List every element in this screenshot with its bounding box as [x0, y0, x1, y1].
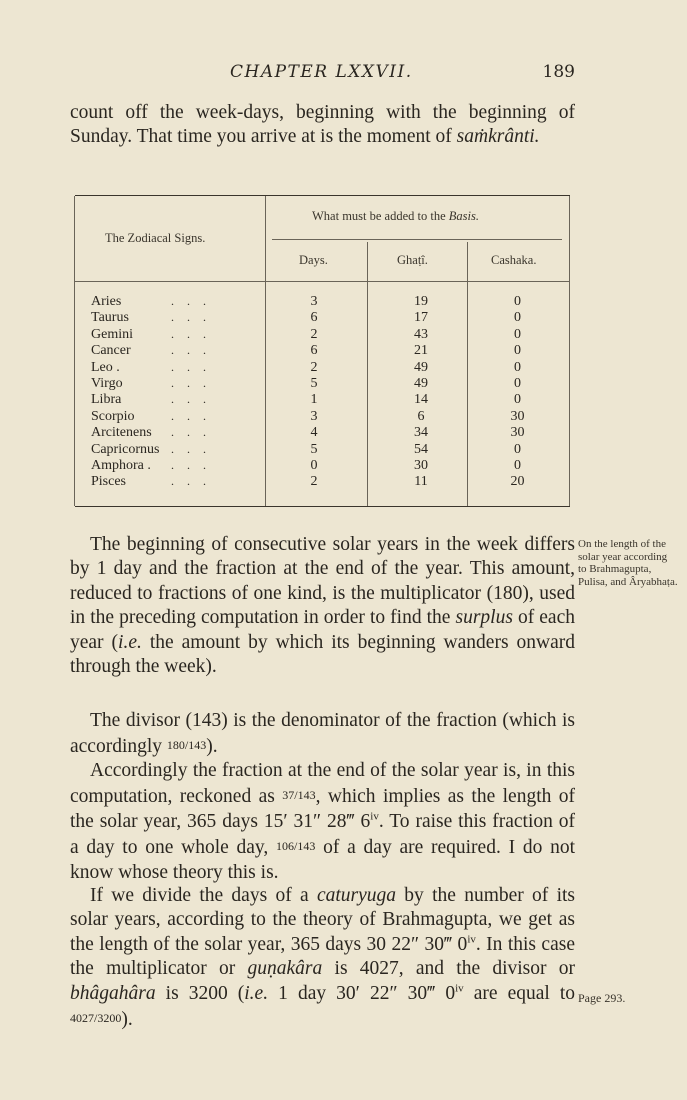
- cashaka-cell: 20: [510, 474, 525, 490]
- ghati-cell: 11: [414, 474, 428, 490]
- leader-dots: ...: [171, 392, 219, 407]
- table-row: [75, 392, 570, 409]
- running-header: [70, 62, 575, 88]
- sign-cell: Gemini: [91, 326, 133, 342]
- cashaka-cell: 0: [514, 343, 521, 359]
- ghati-cell: 6: [417, 408, 425, 424]
- table-row: [75, 425, 570, 442]
- ghati-cell: 54: [414, 441, 428, 457]
- cashaka-cell: 0: [514, 458, 521, 473]
- zodiac-table: [75, 195, 570, 507]
- sign-cell: Scorpio: [91, 408, 135, 424]
- table-row: [75, 294, 570, 311]
- days-cell: 0: [310, 458, 318, 473]
- ghati-cell: 19: [414, 294, 428, 309]
- sign-cell: Capricornus: [91, 441, 160, 457]
- table-row: [75, 409, 570, 426]
- table-row: [75, 327, 570, 344]
- table-row: [75, 376, 570, 393]
- days-cell: 2: [310, 326, 318, 342]
- sign-cell: Leo .: [91, 359, 120, 375]
- leader-dots: ...: [171, 425, 219, 440]
- days-cell: 3: [310, 294, 318, 309]
- leader-dots: ...: [171, 458, 219, 472]
- sign-cell: Libra: [91, 392, 122, 408]
- leader-dots: ...: [171, 474, 219, 489]
- table-row: [75, 310, 570, 327]
- days-cell: 2: [310, 359, 318, 375]
- cashaka-cell: 0: [514, 392, 521, 408]
- leader-dots: ...: [171, 376, 219, 390]
- ghati-cell: 17: [414, 310, 428, 326]
- col-header-ghati: Ghaṭî.: [397, 253, 428, 267]
- cashaka-cell: 0: [514, 326, 521, 342]
- cashaka-cell: 0: [514, 441, 521, 457]
- paragraph-3: Accordingly the fraction at the end of the solar year is, in this computation, reckoned as 37/143, which implies as the length of the solar year, 365 days 15′ 31″ 28‴ 6$^{iv}$. To raise this fraction of a day to one whole day, 106/143 of a day are required. I do not know whose theory this is.: [70, 760, 576, 883]
- cashaka-cell: 30: [510, 425, 525, 441]
- days-cell: 4: [310, 425, 318, 441]
- ghati-cell: 14: [414, 392, 428, 408]
- intro-paragraph: count off the week-days, beginning with the beginning of Sunday. That time you arrive at is the moment of saṁkrânti.: [70, 102, 575, 148]
- fraction: 4027/3200: [70, 1011, 122, 1026]
- days-cell: 1: [310, 392, 318, 408]
- days-cell: 3: [310, 408, 318, 424]
- cashaka-cell: 0: [514, 310, 521, 326]
- sign-cell: Aries: [91, 294, 122, 309]
- days-cell: 6: [310, 310, 318, 326]
- ghati-cell: 43: [414, 326, 428, 342]
- sign-cell: Arcitenens: [91, 425, 152, 441]
- table-row: [75, 360, 570, 377]
- leader-dots: ...: [171, 343, 219, 358]
- fraction: 37/143: [282, 788, 316, 803]
- col-header-cashaka: Cashaka.: [491, 253, 537, 267]
- leader-dots: ...: [171, 326, 219, 341]
- days-cell: 5: [310, 441, 318, 457]
- cashaka-cell: 30: [510, 408, 525, 424]
- table-row: [75, 474, 570, 491]
- sign-cell: Virgo: [91, 376, 123, 391]
- page-number: 189: [542, 62, 575, 82]
- fraction: 106/143: [276, 839, 316, 854]
- leader-dots: ...: [171, 408, 219, 423]
- sign-cell: Pisces: [91, 474, 126, 490]
- ghati-cell: 49: [414, 359, 428, 375]
- paragraph-4: If we divide the days of a caturyuga by the number of its solar years, according to the theory of Brahmagupta, we get as the length of the solar year, 365 days 30 22″ 30‴ 0$^{iv}$. In this case the multiplicator or guṇakâra is 4027, and the divisor or bhâgahâra is 3200 (i.e. 1 day 30′ 22″ 30‴ 0$^{iv}$ are equal to 4027/3200).: [70, 885, 576, 1031]
- fraction: 180/143: [166, 738, 207, 753]
- cashaka-cell: 0: [514, 294, 521, 309]
- ghati-cell: 30: [414, 458, 428, 473]
- ghati-cell: 34: [414, 425, 428, 441]
- leader-dots: ...: [171, 310, 219, 325]
- margin-note: On the length of the solar year according to Brahmagupta, Pulisa, and Âryabhaṭa.: [578, 538, 678, 588]
- days-cell: 5: [310, 376, 318, 391]
- days-cell: 6: [310, 343, 318, 359]
- table-row: [75, 458, 570, 475]
- chapter-title: CHAPTER LXXVII.: [230, 62, 413, 82]
- col-header-days: Days.: [299, 253, 328, 267]
- leader-dots: ...: [171, 441, 219, 456]
- table-row: [75, 442, 570, 459]
- col-header-group: What must be added to the Basis.: [312, 209, 479, 223]
- col-header-sign: The Zodiacal Signs.: [105, 231, 206, 245]
- ghati-cell: 49: [414, 376, 428, 391]
- days-cell: 2: [310, 474, 318, 490]
- cashaka-cell: 0: [514, 359, 521, 375]
- leader-dots: ...: [171, 359, 219, 374]
- sign-cell: Taurus: [91, 310, 129, 326]
- table-row: [75, 343, 570, 360]
- term-samkranti: saṁkrânti.: [456, 126, 540, 148]
- cashaka-cell: 0: [514, 376, 521, 391]
- leader-dots: ...: [171, 294, 219, 308]
- sign-cell: Amphora .: [91, 458, 151, 473]
- sign-cell: Cancer: [91, 343, 131, 359]
- paragraph-1: The beginning of consecutive solar years in the week differs by 1 day and the fraction at the end of the year. This amount, reduced to fractions of one kind, is the multiplicator (180), used in the preceding computation in order to find the surplus of each year (i.e. the amount by which its beginning wanders onward through the week).: [70, 534, 575, 678]
- ghati-cell: 21: [414, 343, 428, 359]
- paragraph-2: The divisor (143) is the denominator of the fraction (which is accordingly 180/143).: [70, 710, 575, 758]
- margin-page-ref: Page 293.: [578, 991, 626, 1005]
